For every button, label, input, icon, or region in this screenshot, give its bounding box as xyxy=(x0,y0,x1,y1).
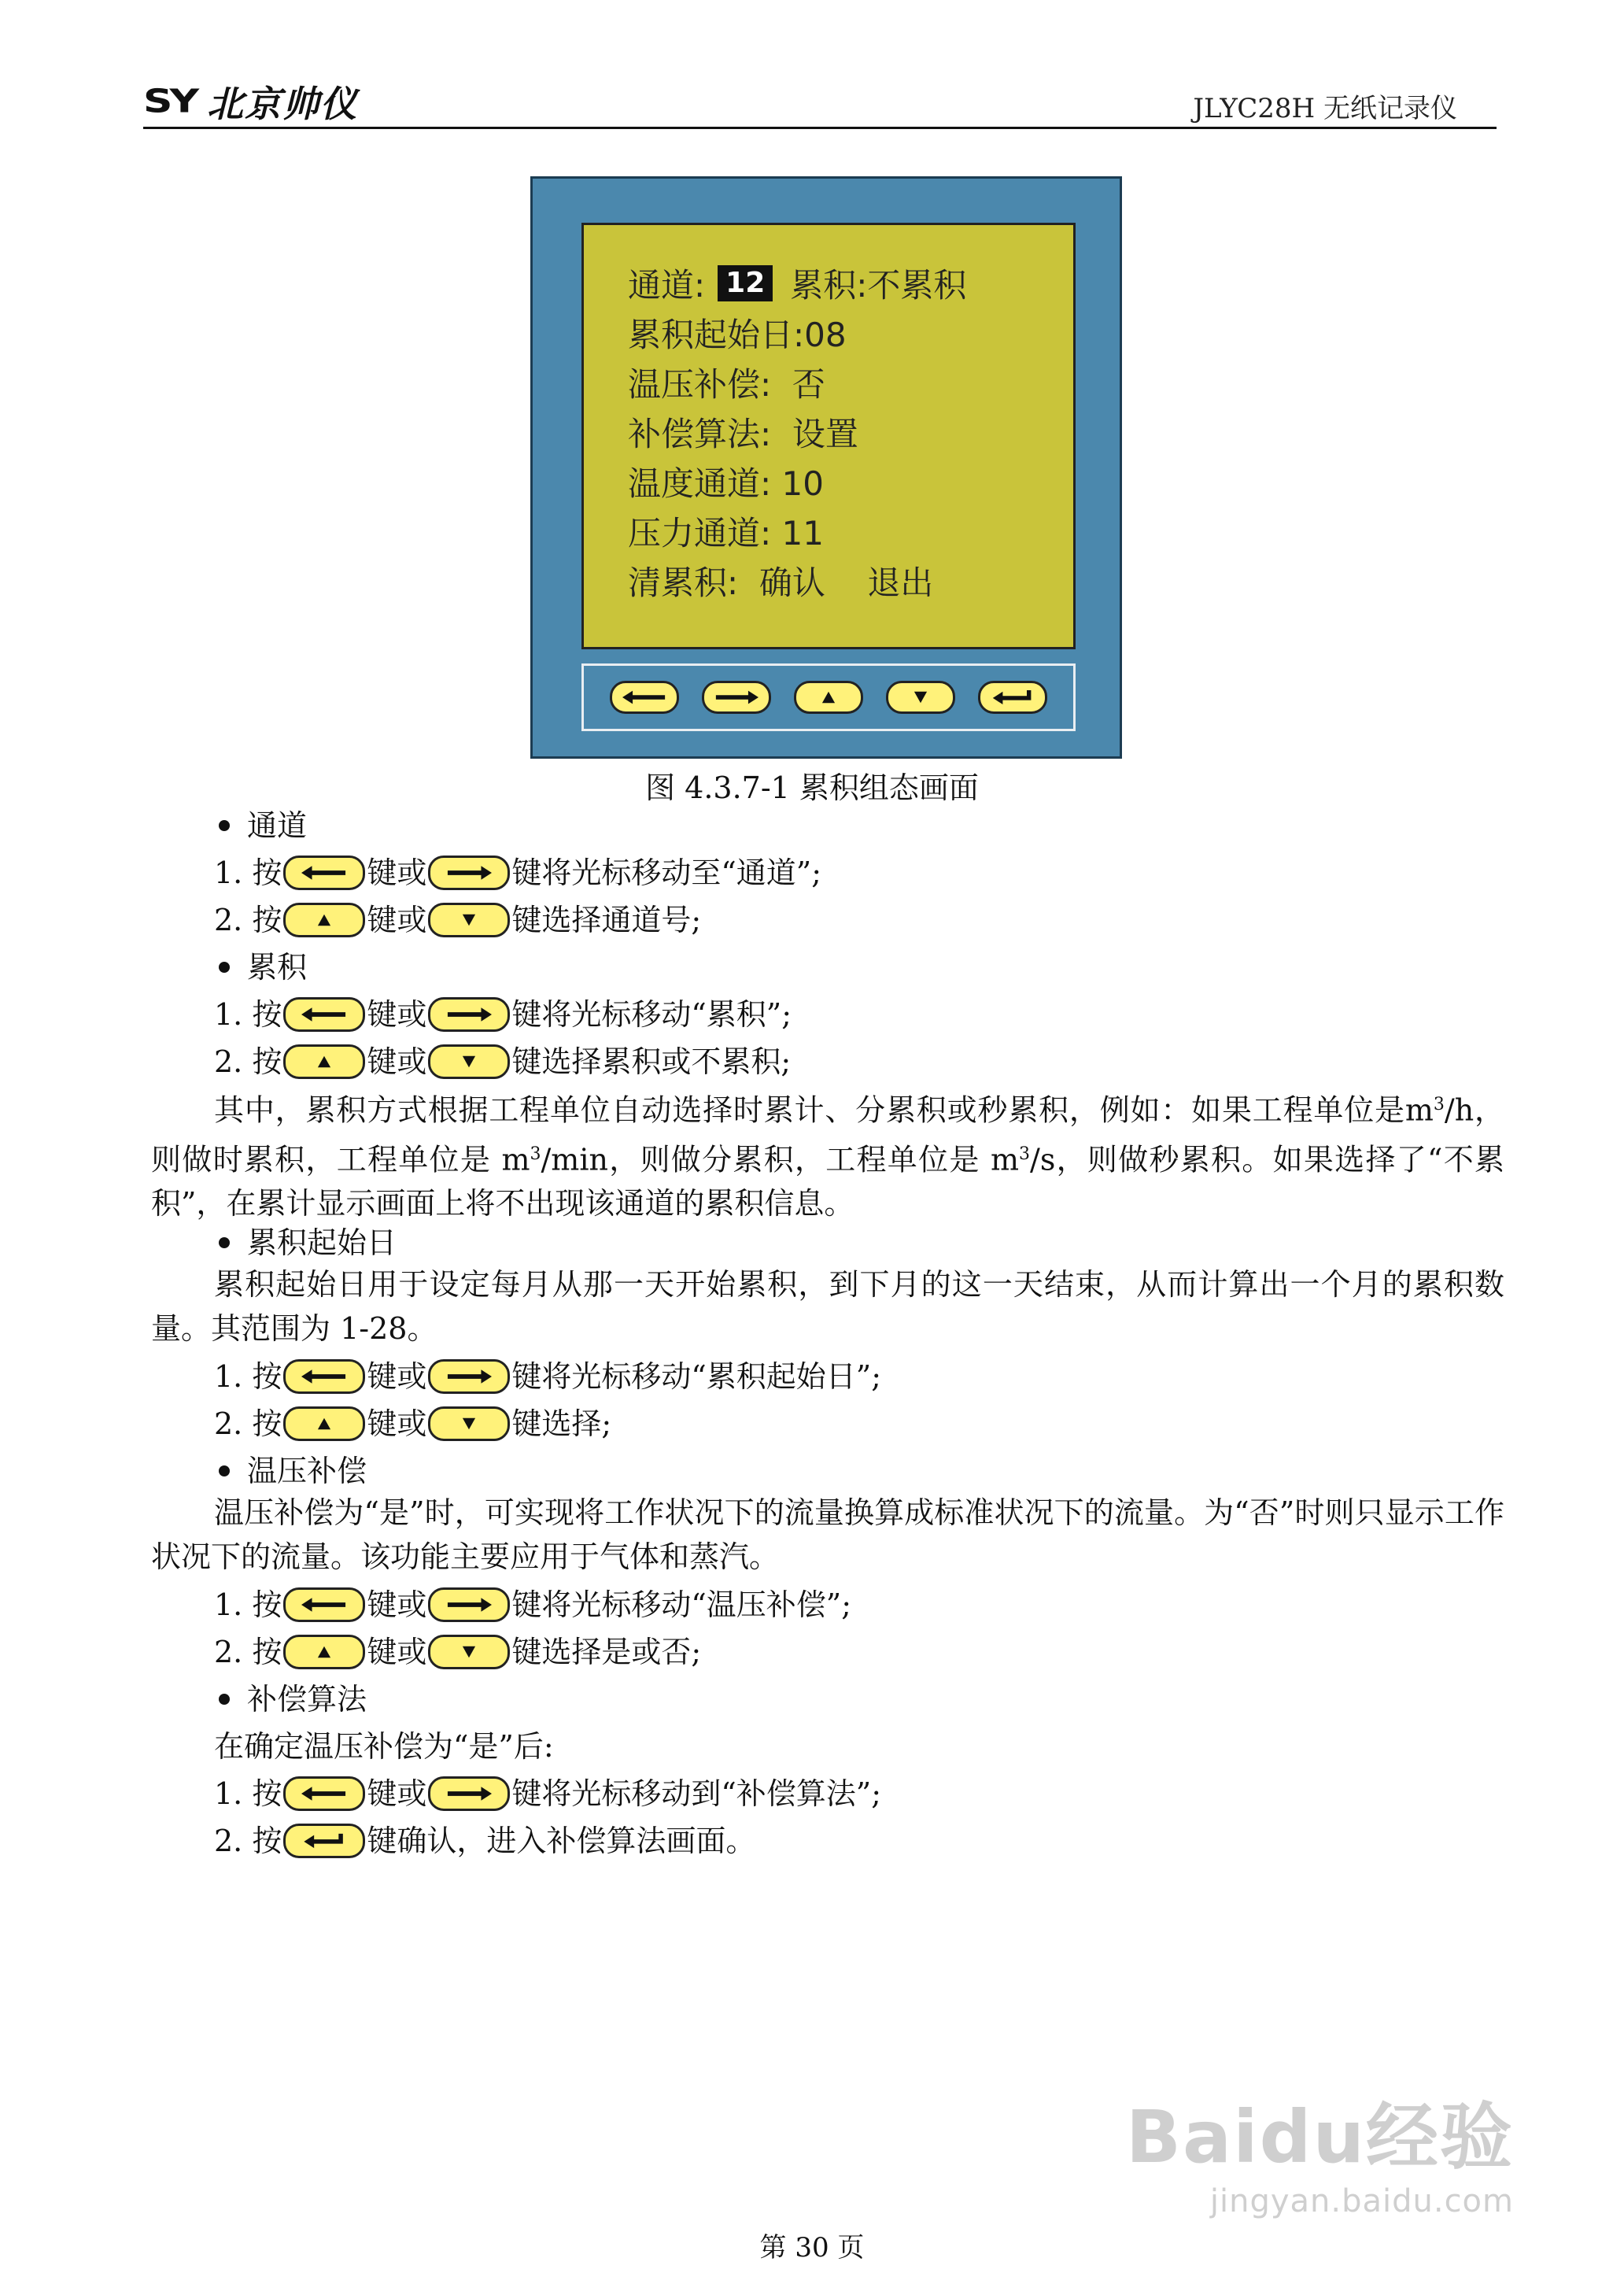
down-key-icon xyxy=(428,1044,510,1079)
right-key[interactable] xyxy=(702,681,771,714)
step-text: 键或 xyxy=(367,997,427,1032)
right-key-icon xyxy=(428,1359,510,1394)
step-text: 1. 按 xyxy=(214,1776,282,1811)
logo-text: 北京帅仪 xyxy=(207,83,359,125)
section-heading xyxy=(214,1453,367,1489)
up-triangle-icon xyxy=(821,690,836,704)
lcd-channel-line xyxy=(628,258,966,308)
company-logo xyxy=(143,76,358,128)
left-key[interactable] xyxy=(610,681,679,714)
step-text: 键将光标移动“累积起始日”; xyxy=(511,1359,882,1394)
right-key-icon xyxy=(428,1776,510,1811)
step-line xyxy=(214,996,792,1033)
watermark-url: jingyan.baidu.com xyxy=(1209,2183,1514,2219)
step-text: 键选择累积或不累积; xyxy=(511,1044,792,1079)
step-line xyxy=(214,1358,881,1395)
right-key-icon xyxy=(428,856,510,890)
step-text: 键将光标移动至“通道”; xyxy=(511,856,822,890)
step-text: 键选择是或否; xyxy=(511,1635,702,1669)
enter-key-icon xyxy=(283,1824,365,1858)
down-triangle-icon xyxy=(914,690,928,704)
right-key-icon xyxy=(428,1587,510,1622)
figure-caption: 图 4.3.7-1 累积组态画面 xyxy=(645,771,979,805)
heading-text: 补偿算法 xyxy=(247,1682,367,1717)
step-text: 键或 xyxy=(367,903,427,937)
up-key-icon xyxy=(283,903,365,937)
heading-text: 累积起始日 xyxy=(247,1225,397,1260)
step-line xyxy=(214,1587,851,1623)
step-line xyxy=(214,902,701,938)
watermark-main: Baidu经验 xyxy=(1125,2095,1514,2179)
up-key[interactable] xyxy=(794,681,863,714)
heading-text: 温压补偿 xyxy=(247,1454,367,1488)
accumulation-paragraph: 其中，累积方式根据工程单位自动选择时累计、分累积或秒累积，例如：如果工程单位是$m^3/h$，则做时累积，工程单位是 $m^3/\min$，则做分累积，工程单位是 $m^3/s$，则做秒累积。如果选择了“不累积”，在累计显示画面上将不出现该通道的累积信息。 xyxy=(151,1092,1504,1221)
document-title: JLYC28H 无纸记录仪 xyxy=(1193,93,1457,124)
accumulation-setting: 累积:不累积 xyxy=(790,265,967,305)
intro-line: 在确定温压补偿为“是”后: xyxy=(214,1729,554,1764)
step-line xyxy=(214,1406,611,1442)
right-key-icon xyxy=(428,997,510,1032)
section-heading xyxy=(214,1225,397,1261)
step-text: 键选择通道号; xyxy=(511,903,702,937)
channel-label: 通道: xyxy=(628,265,706,305)
step-text: 键确认，进入补偿算法画面。 xyxy=(367,1824,756,1858)
step-text: 键或 xyxy=(367,1635,427,1669)
step-text: 键或 xyxy=(367,856,427,890)
step-text: 2. 按 xyxy=(214,1044,282,1079)
step-line xyxy=(214,1823,755,1859)
step-text: 2. 按 xyxy=(214,903,282,937)
bullet-icon xyxy=(219,962,230,973)
step-line xyxy=(214,1634,701,1670)
step-text: 键将光标移动“累积”; xyxy=(511,997,792,1032)
step-text: 2. 按 xyxy=(214,1824,282,1858)
lcd-pressure-channel-line: 压力通道: 11 xyxy=(628,513,824,552)
step-text: 1. 按 xyxy=(214,1587,282,1622)
left-key-icon xyxy=(283,997,365,1032)
step-text: 键或 xyxy=(367,1044,427,1079)
step-text: 1. 按 xyxy=(214,1359,282,1394)
step-text: 键或 xyxy=(367,1359,427,1394)
lcd-temp-channel-line: 温度通道: 10 xyxy=(628,464,824,503)
lcd-start-day-line: 累积起始日:08 xyxy=(628,315,847,354)
bullet-icon xyxy=(219,1694,230,1705)
step-text: 2. 按 xyxy=(214,1635,282,1669)
step-line xyxy=(214,855,821,891)
keypad xyxy=(581,663,1076,731)
step-text: 键选择; xyxy=(511,1406,612,1441)
step-text: 键或 xyxy=(367,1406,427,1441)
down-key-icon xyxy=(428,1635,510,1669)
right-arrow-icon xyxy=(714,689,758,705)
recorder-device-illustration xyxy=(530,176,1122,759)
header-divider xyxy=(143,127,1497,129)
step-text: 键或 xyxy=(367,1587,427,1622)
channel-value-selected: 12 xyxy=(718,265,773,301)
page-header xyxy=(143,69,1497,129)
enter-icon xyxy=(991,689,1034,706)
heading-text: 累积 xyxy=(247,950,308,985)
left-key-icon xyxy=(283,856,365,890)
bullet-icon xyxy=(219,1237,230,1248)
step-text: 键将光标移动“温压补偿”; xyxy=(511,1587,852,1622)
step-text: 1. 按 xyxy=(214,856,282,890)
heading-text: 通道 xyxy=(247,808,308,843)
section-heading xyxy=(214,949,307,985)
step-line xyxy=(214,1044,791,1080)
enter-key[interactable] xyxy=(978,681,1047,714)
page-number: 第 30 页 xyxy=(759,2232,865,2264)
step-text: 2. 按 xyxy=(214,1406,282,1441)
left-key-icon xyxy=(283,1776,365,1811)
step-text: 键将光标移动到“补偿算法”; xyxy=(511,1776,882,1811)
down-key-icon xyxy=(428,903,510,937)
bullet-icon xyxy=(219,820,230,831)
lcd-algorithm-line: 补偿算法: 设置 xyxy=(628,414,858,453)
compensation-paragraph: 温压补偿为“是”时，可实现将工作状况下的流量换算成标准状况下的流量。为“否”时则只显示工作状况下的流量。该功能主要应用于气体和蒸汽。 xyxy=(151,1495,1504,1574)
step-text: 1. 按 xyxy=(214,997,282,1032)
section-heading xyxy=(214,808,307,844)
baidu-watermark xyxy=(1126,2079,1514,2219)
lcd-compensation-line: 温压补偿: 否 xyxy=(628,364,825,404)
lcd-clear-line: 清累积: 确认 退出 xyxy=(628,563,934,602)
down-key-icon xyxy=(428,1406,510,1441)
left-key-icon xyxy=(283,1359,365,1394)
start-day-paragraph: 累积起始日用于设定每月从那一天开始累积，到下月的这一天结束，从而计算出一个月的累积数量。其范围为 1-28。 xyxy=(151,1267,1504,1346)
bullet-icon xyxy=(219,1465,230,1476)
left-key-icon xyxy=(283,1587,365,1622)
section-heading xyxy=(214,1681,367,1717)
down-key[interactable] xyxy=(886,681,955,714)
left-arrow-icon xyxy=(622,689,666,705)
step-text: 键或 xyxy=(367,1776,427,1811)
up-key-icon xyxy=(283,1044,365,1079)
up-key-icon xyxy=(283,1406,365,1441)
up-key-icon xyxy=(283,1635,365,1669)
step-line xyxy=(214,1776,881,1812)
logo-mark: SY xyxy=(143,83,197,120)
lcd-screen xyxy=(581,223,1076,649)
